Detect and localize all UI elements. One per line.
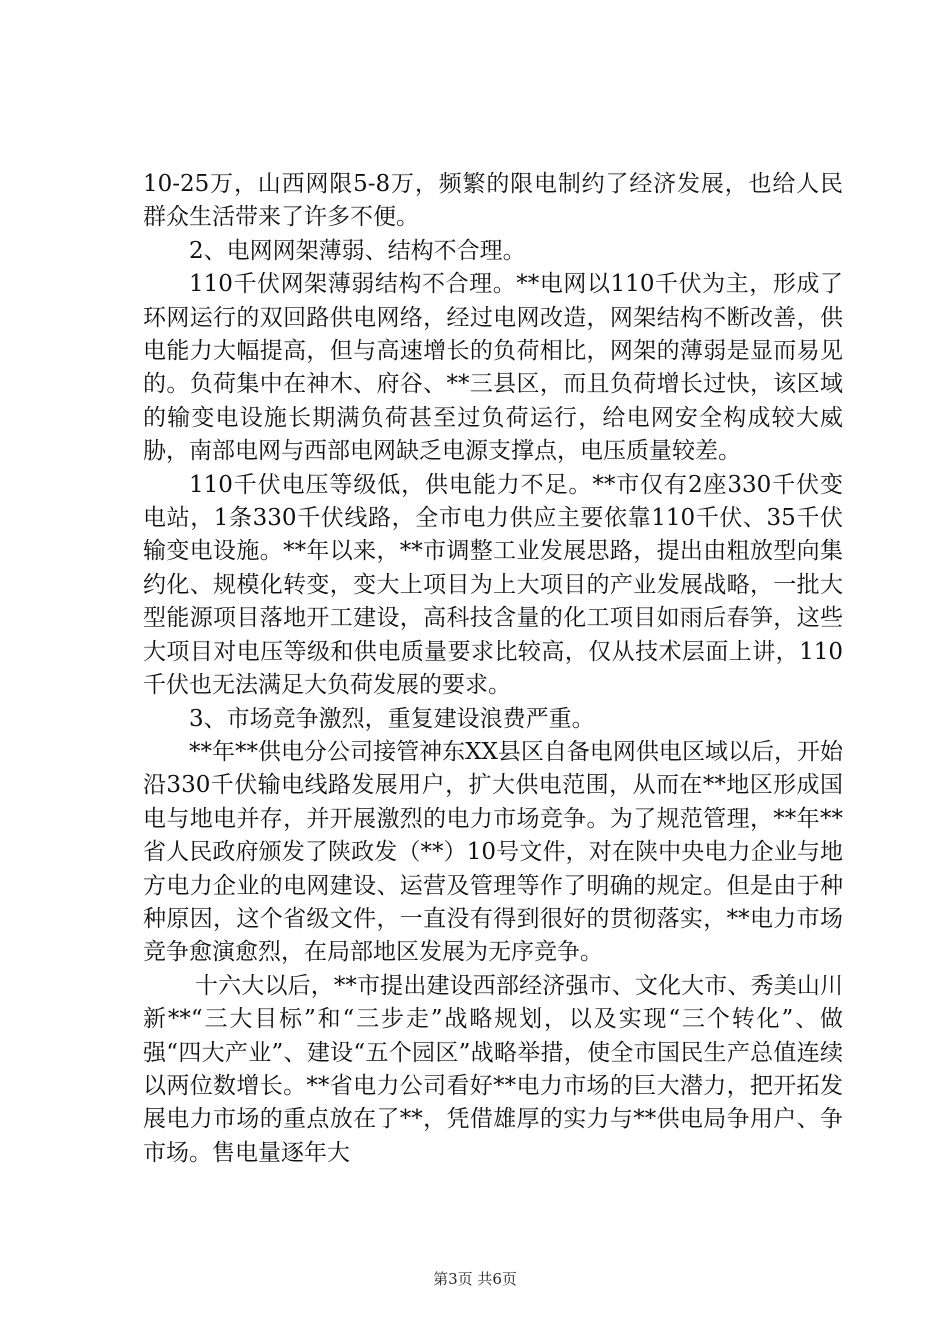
section-heading-2: 2、电网网架薄弱、结构不合理。 [189, 237, 526, 264]
page-number-footer: 第3页 共6页 [433, 1270, 517, 1288]
paragraph-market-competition: **年**供电分公司接管神东XX县区自备电网供电区域以后，开始沿330千伏输电线路发展用户，扩大供电范围，从而在**地区形成国电与地电并存，并开展激烈的电力市场竞争。为了规范管理，**年**省人民政府颁发了陕政发（**）10号文件，对在陕中央电力企业与地方电力企业的电网建设、运营及管理等作了明确的规定。但是由于种种原因，这个省级文件，一直没有得到很好的贯彻落实，**电力市场竞争愈演愈烈，在局部地区发展为无序竞争。 [143, 738, 843, 966]
paragraph-network-structure: 110千伏网架薄弱结构不合理。**电网以110千伏为主，形成了环网运行的双回路供电网络，经过电网改造，网架结构不断改善，供电能力大幅提高，但与高速增长的负荷相比，网架的薄弱是显而易见的。负荷集中在神木、府谷、**三县区，而且负荷增长过快，该区域的输变电设施长期满负荷甚至过负荷运行，给电网安全构成较大威胁，南部电网与西部电网缺乏电源支撑点，电压质量较差。 [143, 271, 843, 465]
section-heading-3: 3、市场竞争激烈，重复建设浪费严重。 [189, 705, 595, 732]
document-body [143, 168, 843, 1170]
paragraph-sixteenth-congress: 十六大以后，**市提出建设西部经济强市、文化大市、秀美山川新**“三大目标”和“三步走”战略规划，以及实现“三个转化”、做强“四大产业”、建设“五个园区”战略举措，使全市国民生产总值连续以两位数增长。**省电力公司看好**电力市场的巨大潜力，把开拓发展电力市场的重点放在了**，凭借雄厚的实力与**供电局争用户、争市场。售电量逐年大 [143, 972, 843, 1166]
paragraph-voltage-level: 110千伏电压等级低，供电能力不足。**市仅有2座330千伏变电站，1条330千伏线路，全市电力供应主要依靠110千伏、35千伏输变电设施。**年以来，**市调整工业发展思路，提出由粗放型向集约化、规模化转变，变大上项目为上大项目的产业发展战略，一批大型能源项目落地开工建设，高科技含量的化工项目如雨后春笋，这些大项目对电压等级和供电质量要求比较高，仅从技术层面上讲，110千伏也无法满足大负荷发展的要求。 [143, 471, 843, 699]
paragraph-continuation: 10-25万，山西网限5-8万，频繁的限电制约了经济发展，也给人民群众生活带来了许多不便。 [143, 171, 843, 231]
